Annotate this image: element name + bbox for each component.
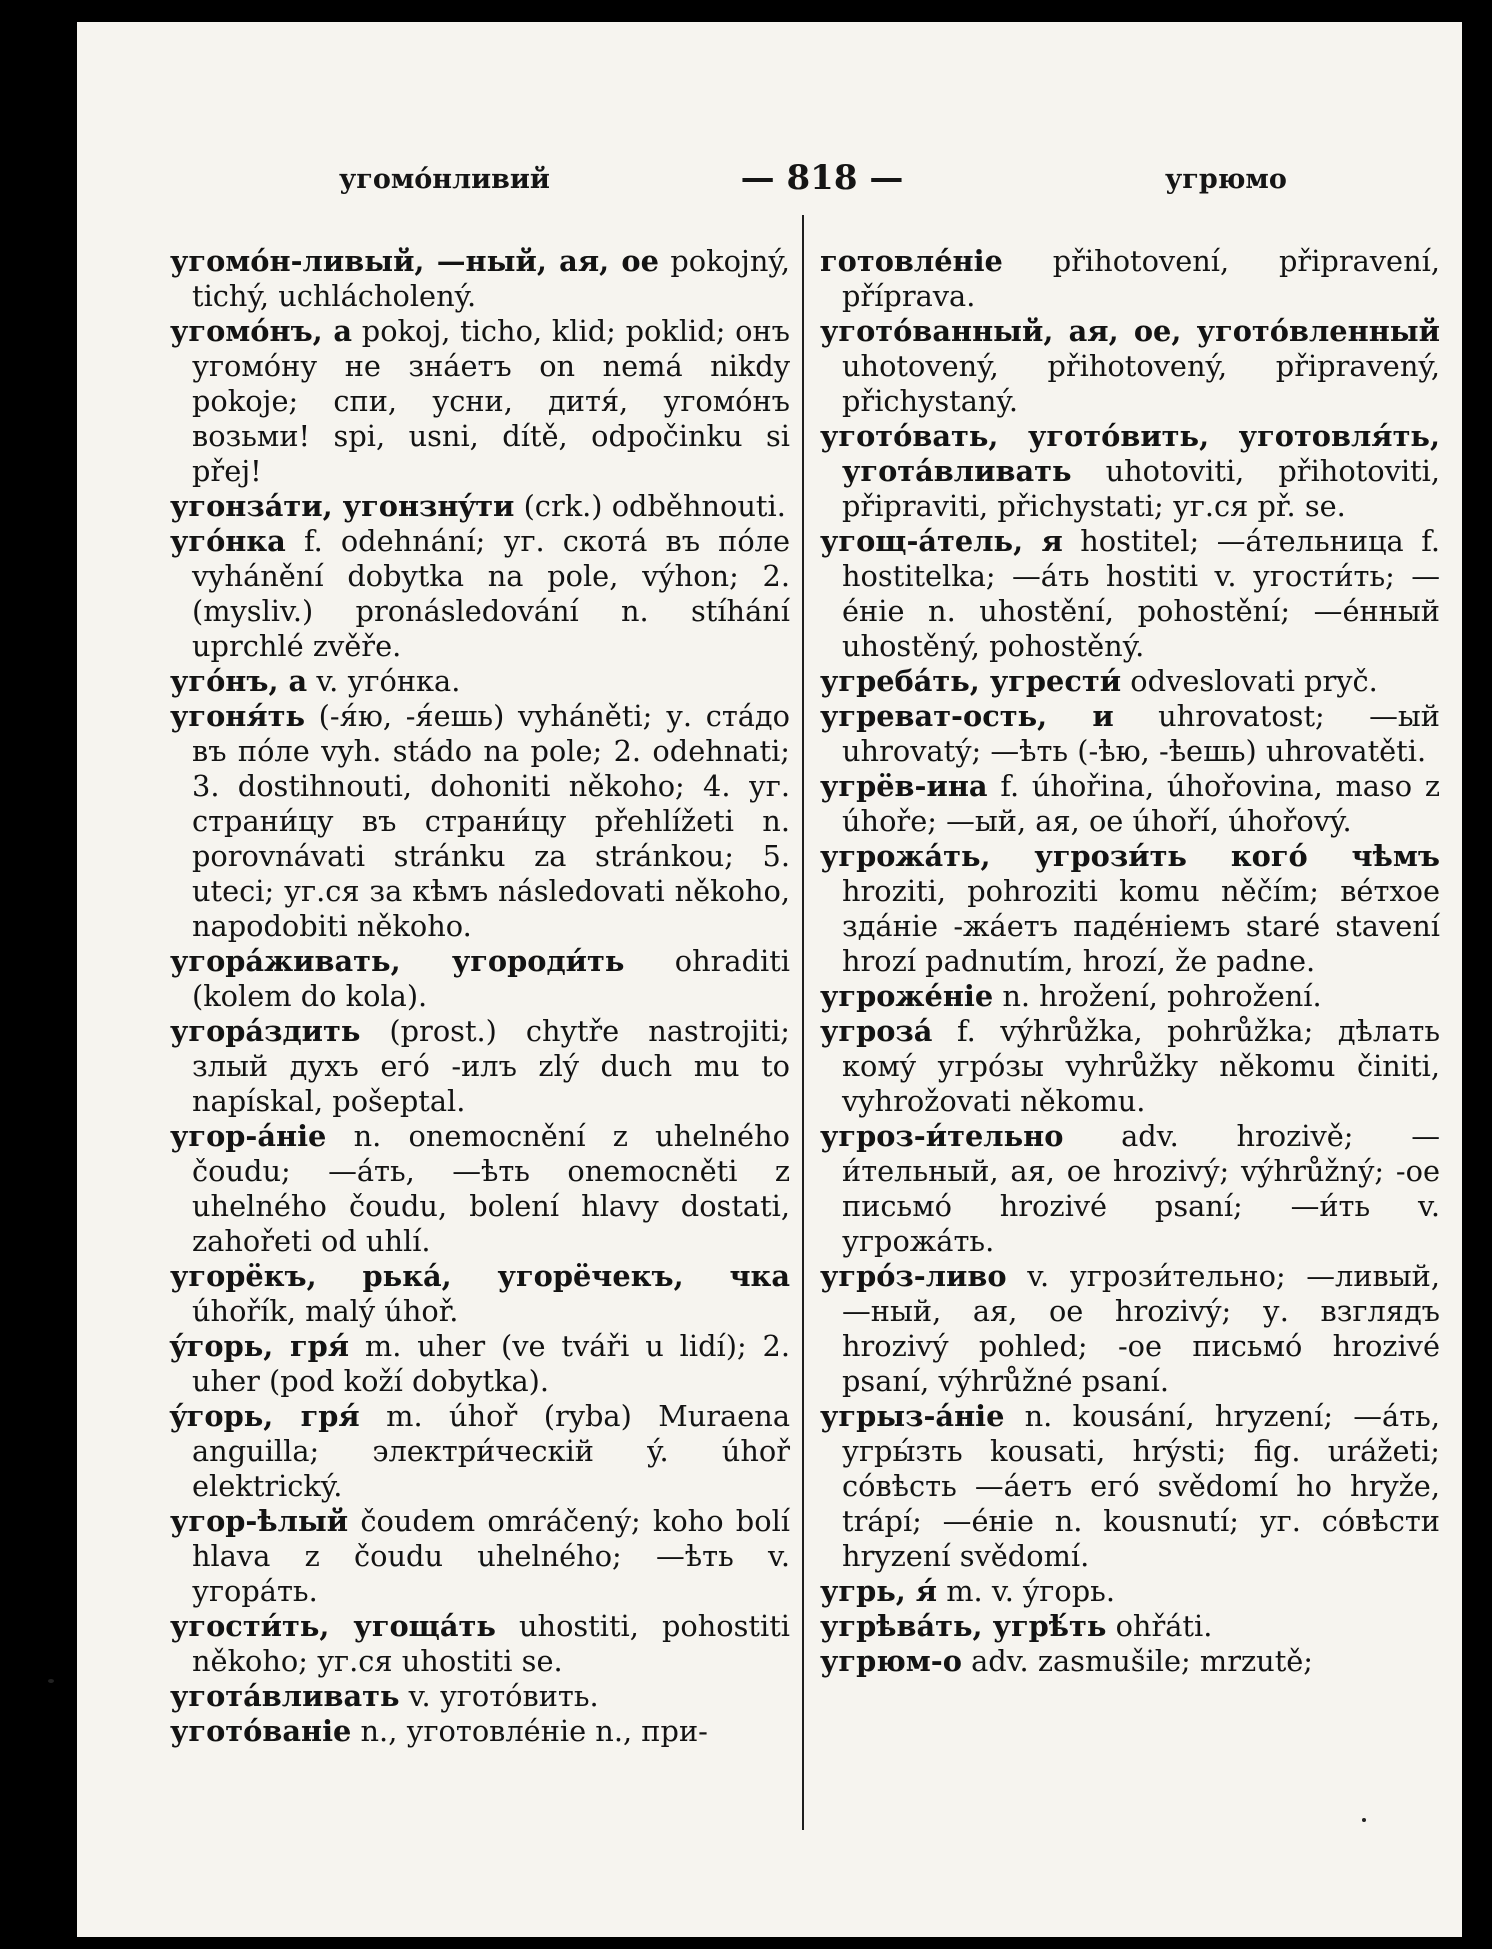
entry-headword: уготóвать, уготóвить, уготовля́ть, уготáвливать <box>820 419 1440 488</box>
entry-definition: přihotovení, připravení, příprava. <box>842 244 1440 313</box>
entry-headword: ýгорь, гря́ <box>170 1399 360 1433</box>
entry-definition: m. v. ýгорь. <box>937 1574 1115 1608</box>
dictionary-entry <box>820 1014 1440 1119</box>
dictionary-entry <box>170 1504 790 1609</box>
entry-headword: угрюм-о <box>820 1644 962 1678</box>
entry-definition: pokojný, tichý, uchlácholený. <box>192 244 790 313</box>
dictionary-entry <box>170 1119 790 1259</box>
dictionary-entry <box>170 1679 790 1714</box>
entry-headword: угóнъ, а <box>170 664 308 698</box>
entry-definition: v. уготóвить. <box>399 1679 599 1713</box>
dictionary-entry <box>820 244 1440 314</box>
entry-headword: ýгорь, гря́ <box>170 1329 350 1363</box>
dictionary-entry <box>170 1609 790 1679</box>
scan-speck <box>48 1679 54 1683</box>
running-head-first-word: угомóнливий <box>339 164 550 195</box>
dictionary-entry <box>170 1014 790 1119</box>
entry-headword: уготóваніе <box>170 1714 352 1748</box>
entry-definition: odveslovati pryč. <box>1121 664 1378 698</box>
dictionary-entry <box>170 1259 790 1329</box>
dictionary-page <box>77 22 1462 1937</box>
entry-headword: угрѣвáть, угрѣ́ть <box>820 1609 1107 1643</box>
dictionary-entry <box>170 944 790 1014</box>
entry-definition: n. kousání, hryzení; —áть, угры́зть kousati, hrýsti; fig. urážeti; сóвѣсть —áетъ его́ svědomí ho hryže, trápí; —éніе n. kousnutí; уг. сóвѣсти hryzení svědomí. <box>842 1399 1440 1573</box>
entry-definition: f. úhořina, úhořovina, maso z úhoře; —ый, ая, ое úhoří, úhořový. <box>842 769 1440 838</box>
dictionary-entry <box>820 664 1440 699</box>
entry-definition: m. uher (ve tváři u lidí); 2. uher (pod koží dobytka). <box>192 1329 790 1398</box>
entry-headword: угребáть, угрести́ <box>820 664 1122 698</box>
entry-definition: n., уготовлéніе n., при- <box>351 1714 708 1748</box>
entry-definition: ohraditi (kolem do kola). <box>192 944 790 1013</box>
entry-headword: угрь, я́ <box>820 1574 938 1608</box>
entry-definition: adv. hrozivě; —и́тельный, ая, ое hrozivý; výhrůžný; -ое письмó hrozivé psaní; —и́ть v. угрожáть. <box>842 1119 1440 1258</box>
entry-definition: ohřáti. <box>1106 1609 1213 1643</box>
dictionary-entry <box>170 244 790 314</box>
entry-definition: pokoj, ticho, klid; poklid; онъ угомóну не знáетъ on nemá nikdy pokoje; спи, усни, дитя́, угомóнъ возьми! spi, usni, dítě, odpočinku si přej! <box>192 314 790 488</box>
dictionary-entry <box>170 699 790 944</box>
dictionary-entry <box>170 1714 790 1749</box>
entry-definition: v. угóнка. <box>307 664 461 698</box>
entry-definition: hostitel; —áтельница f. hostitelka; —áть hostiti v. угости́ть; —éніе n. uhostění, pohostění; —éнный uhostěný, pohostěný. <box>842 524 1440 663</box>
entry-definition: uhotovený, přihotovený, připravený, přichystaný. <box>842 349 1440 418</box>
dictionary-entry <box>820 839 1440 979</box>
entry-headword: угоня́ть <box>170 699 306 733</box>
entry-headword: угорáздить <box>170 1014 361 1048</box>
dictionary-entry <box>170 664 790 699</box>
entry-definition: uhostiti, pohostiti někoho; уг.ся uhostiti se. <box>192 1609 790 1678</box>
dictionary-entry <box>170 1329 790 1399</box>
entry-headword: угощ-áтель, я <box>820 524 1063 558</box>
right-column <box>820 244 1440 1679</box>
entry-headword: угреват-ость, и <box>820 699 1114 733</box>
dictionary-entry <box>820 419 1440 524</box>
dictionary-entry <box>820 979 1440 1014</box>
entry-definition: n. hrožení, pohrožení. <box>993 979 1322 1013</box>
entry-headword: угорёкъ, рькá, угорёчекъ, чка <box>170 1259 790 1293</box>
dictionary-entry <box>820 1259 1440 1399</box>
entry-headword: угрыз-áніе <box>820 1399 1005 1433</box>
entry-headword: угомóн-ливый, —ный, ая, ое <box>170 244 659 278</box>
entry-definition: adv. zasmušile; mrzutě; <box>961 1644 1314 1678</box>
entry-definition: (crk.) odběhnouti. <box>514 489 786 523</box>
dictionary-entry <box>820 1119 1440 1259</box>
entry-headword: угости́ть, угощáть <box>170 1609 496 1643</box>
dictionary-entry <box>820 314 1440 419</box>
running-head-last-word: угрюмо <box>1165 164 1287 195</box>
entry-definition: (-я́ю, -я́ешь) vyháněti; у. стáдо въ пóле vyh. stádo na pole; 2. odehnati; 3. dostihnouti, dohoniti někoho; 4. уг. страни́цу въ страни́цу přehlížeti n. porovnávati stránku za stránkou; 5. uteci; уг.ся за кѣмъ následovati někoho, napodobiti někoho. <box>192 699 790 943</box>
dictionary-entry <box>820 524 1440 664</box>
entry-headword: угроз-и́тельно <box>820 1119 1064 1153</box>
entry-definition: hroziti, pohroziti komu něčím; вéтхое здáніе -жáетъ падéніемъ staré stavení hrozí padnutím, hrozí, že padne. <box>842 874 1440 978</box>
entry-headword: угонзáти, угонзнýти <box>170 489 515 523</box>
entry-headword: угрозá <box>820 1014 933 1048</box>
dictionary-entry <box>170 314 790 489</box>
column-divider <box>802 215 804 1830</box>
entry-definition: v. угрози́тельно; —ливый, —ный, ая, ое hrozivý; у. взглядъ hrozivý pohled; -ое письмó hrozivé psaní, výhrůžné psaní. <box>842 1259 1440 1398</box>
entry-headword: угор-ѣлый <box>170 1504 349 1538</box>
dictionary-entry <box>820 1574 1440 1609</box>
page-number: — 818 — <box>740 158 904 198</box>
dictionary-entry <box>170 524 790 664</box>
entry-definition: n. onemocnění z uhelného čoudu; —áть, —ѣть onemocněti z uhelného čoudu, bolení hlavy dostati, zahořeti od uhlí. <box>192 1119 790 1258</box>
dictionary-entry <box>820 769 1440 839</box>
entry-definition: f. výhrůžka, pohrůžka; дѣлать комý угрóзы vyhrůžky někomu činiti, vyhrožovati někomu. <box>842 1014 1440 1118</box>
entry-headword: угóнка <box>170 524 286 558</box>
entry-headword: готовлéніе <box>820 244 1003 278</box>
scan-speck <box>1362 1818 1366 1822</box>
dictionary-entry <box>820 1644 1440 1679</box>
dictionary-entry <box>820 1609 1440 1644</box>
entry-headword: угомóнъ, а <box>170 314 352 348</box>
entry-headword: уготáвливать <box>170 1679 400 1713</box>
entry-definition: m. úhoř (ryba) Muraena anguilla; электри́ческій ý. úhoř elektrický. <box>192 1399 791 1503</box>
dictionary-entry <box>820 699 1440 769</box>
entry-headword: угрóз-ливо <box>820 1259 1007 1293</box>
left-column <box>170 244 790 1749</box>
entry-headword: уготóванный, ая, ое, уготóвленный <box>820 314 1440 348</box>
dictionary-entry <box>170 489 790 524</box>
dictionary-entry <box>170 1399 790 1504</box>
dictionary-entry <box>820 1399 1440 1574</box>
entry-headword: угрожéніе <box>820 979 994 1013</box>
entry-definition: f. odehnání; уг. скотá въ пóле vyhánění dobytka na pole, výhon; 2. (mysliv.) pronásledování n. stíhání uprchlé zvěře. <box>192 524 790 663</box>
entry-headword: угор-áніе <box>170 1119 327 1153</box>
entry-definition: (prost.) chytře nastrojiti; злый духъ его́ -илъ zlý duch mu to napískal, pošeptal. <box>192 1014 790 1118</box>
entry-headword: угрёв-ина <box>820 769 988 803</box>
entry-definition: úhořík, malý úhoř. <box>192 1294 459 1328</box>
entry-definition: uhotoviti, přihotoviti, připraviti, přichystati; уг.ся př. se. <box>842 454 1440 523</box>
entry-headword: угрожáть, угрози́ть кого́ чѣмъ <box>820 839 1440 873</box>
entry-definition: čoudem omráčený; koho bolí hlava z čoudu uhelného; —ѣть v. угорáть. <box>192 1504 790 1608</box>
entry-definition: uhrovatost; —ый uhrovatý; —ѣть (-ѣю, -ѣешь) uhrovatěti. <box>842 699 1441 768</box>
entry-headword: угорáживать, угороди́ть <box>170 944 625 978</box>
